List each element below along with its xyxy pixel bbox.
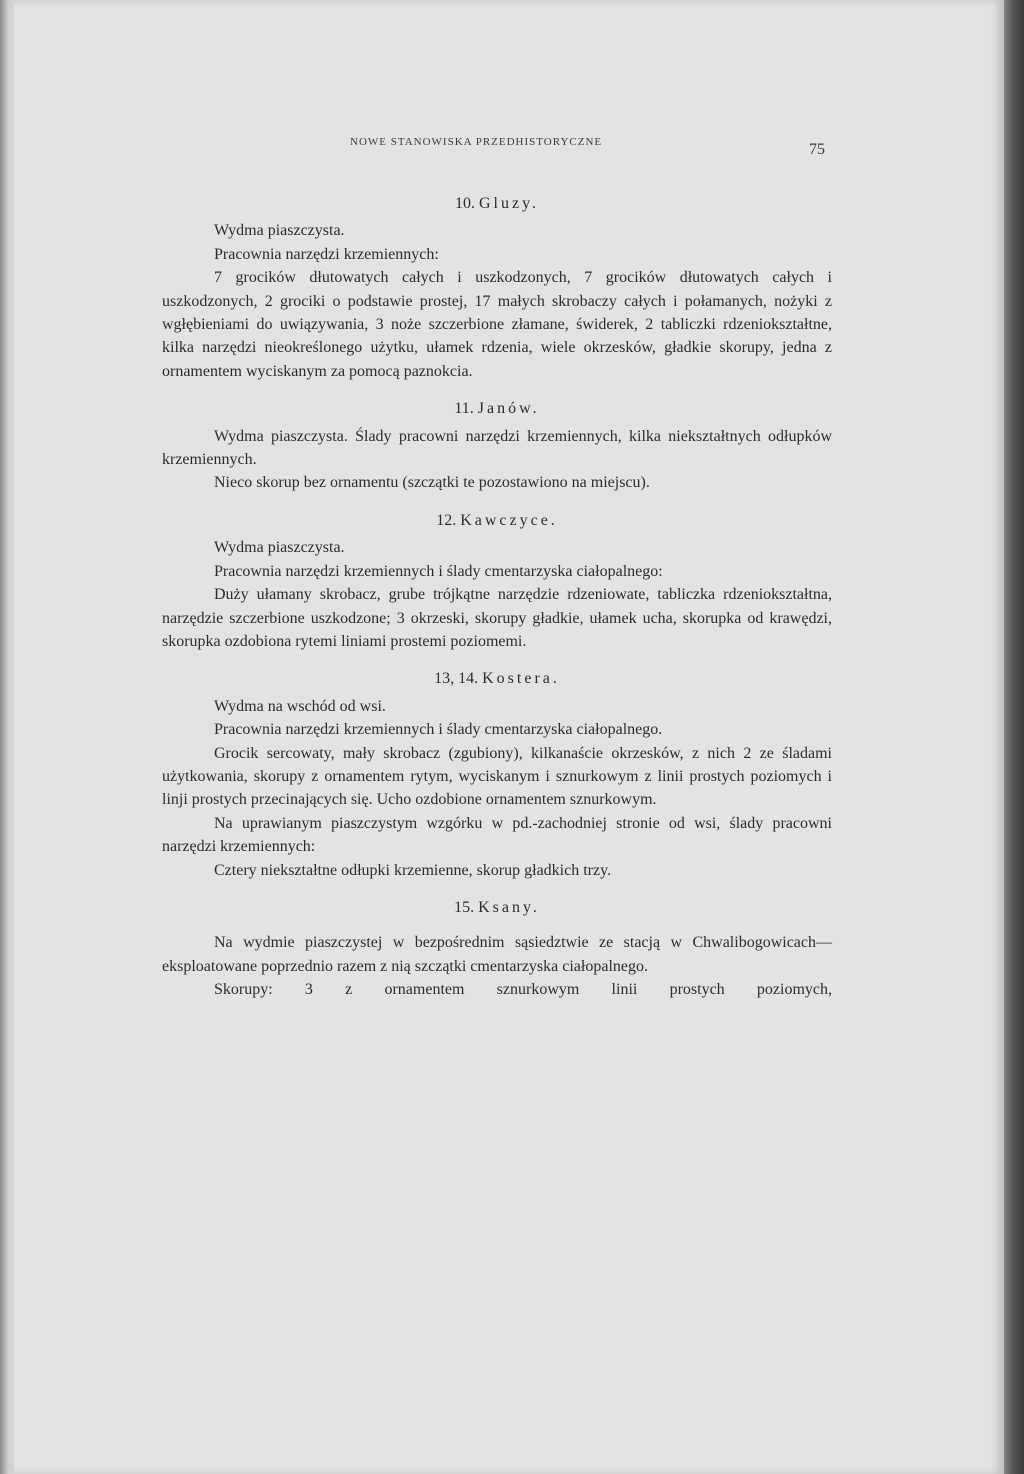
section-name: Ksany.: [478, 898, 540, 916]
paragraph: Cztery niekształtne odłupki krzemienne, skorup gładkich trzy.: [214, 861, 612, 879]
paragraph: Nieco skorup bez ornamentu (szczątki te pozostawiono na miejscu).: [214, 474, 650, 492]
section-number: 15.: [454, 898, 475, 916]
section-heading-gluzy: [162, 192, 832, 215]
paragraph: Skorupy: 3 z ornamentem sznurkowym linii prostych poziomych,: [214, 981, 832, 999]
section-heading-kostera: [162, 667, 832, 690]
text-body: [162, 188, 832, 1002]
section-heading-janow: [162, 397, 832, 420]
section-number: 13, 14.: [434, 670, 479, 688]
paragraph: Duży ułamany skrobacz, grube trójkątne narzędzie rdzeniowate, tabliczka rdzeniokształtna, narzędzie szczerbione uszkodzone; 3 okrzeski, skorupy gładkie, ułamek ucha, skorupka od krawędzi, skorupka ozdobiona rytemi liniami prostemi poziomemi.: [162, 586, 832, 650]
book-page: [14, 0, 1004, 1474]
paragraph: Pracownia narzędzi krzemiennych i ślady cmentarzyska ciałopalnego.: [214, 721, 663, 739]
section-name: Kostera.: [482, 670, 560, 688]
paragraph: 7 grocików dłutowatych całych i uszkodzonych, 7 grocików dłutowatych całych i uszkodzonych, 2 grociki o podstawie prostej, 17 małych skrobaczy całych i połamanych, nożyki z wgłębieniami do uwiązywania, 3 noże szczerbione złamane, świderek, 2 tabliczki rdzeniokształtne, kilka narzędzi nieokreślonego użytku, ułamek rdzenia, wiele okrzesków, gładkie skorupy, jedna z ornamentem wyciskanym za pomocą paznokcia.: [162, 269, 832, 380]
paragraph: Na wydmie piaszczystej w bezpośrednim sąsiedztwie ze stacją w Chwalibogowicach—eksploatowane poprzednio razem z nią szczątki cmentarzyska ciałopalnego.: [162, 934, 832, 975]
paragraph: Pracownia narzędzi krzemiennych:: [214, 245, 439, 263]
section-number: 11.: [454, 400, 474, 418]
paragraph: Wydma piaszczysta.: [214, 539, 345, 557]
paragraph: Wydma piaszczysta.: [214, 222, 345, 240]
paragraph: Grocik sercowaty, mały skrobacz (zgubiony), kilkanaście okrzesków, z nich 2 ze śladami użytkowania, skorupy z ornamentem rytym, wyciskanym i sznurkowym z linii prostych poziomych i linji prostych przecinających się. Ucho ozdobione ornamentem sznurkowym.: [162, 744, 832, 809]
page-number: 75: [809, 141, 825, 158]
section-number: 12.: [436, 511, 457, 529]
paragraph: Na uprawianym piaszczystym wzgórku w pd.-zachodniej stronie od wsi, ślady pracowni narzędzi krzemiennych:: [162, 814, 832, 856]
paragraph: Wydma na wschód od wsi.: [214, 697, 386, 715]
section-heading-ksany: [162, 896, 832, 919]
paragraph: Wydma piaszczysta. Ślady pracowni narzędzi krzemiennych, kilka niekształtnych odłupków krzemiennych.: [162, 427, 832, 469]
section-name: Janów.: [477, 400, 540, 418]
running-head: NOWE STANOWISKA PRZEDHISTORYCZNE: [350, 136, 603, 148]
paragraph: Pracownia narzędzi krzemiennych i ślady cmentarzyska ciałopalnego:: [214, 562, 663, 580]
section-number: 10.: [454, 195, 475, 212]
section-name: Kawczyce.: [460, 511, 558, 529]
section-name: Gluzy.: [478, 195, 540, 212]
section-heading-kawczyce: [162, 509, 832, 532]
